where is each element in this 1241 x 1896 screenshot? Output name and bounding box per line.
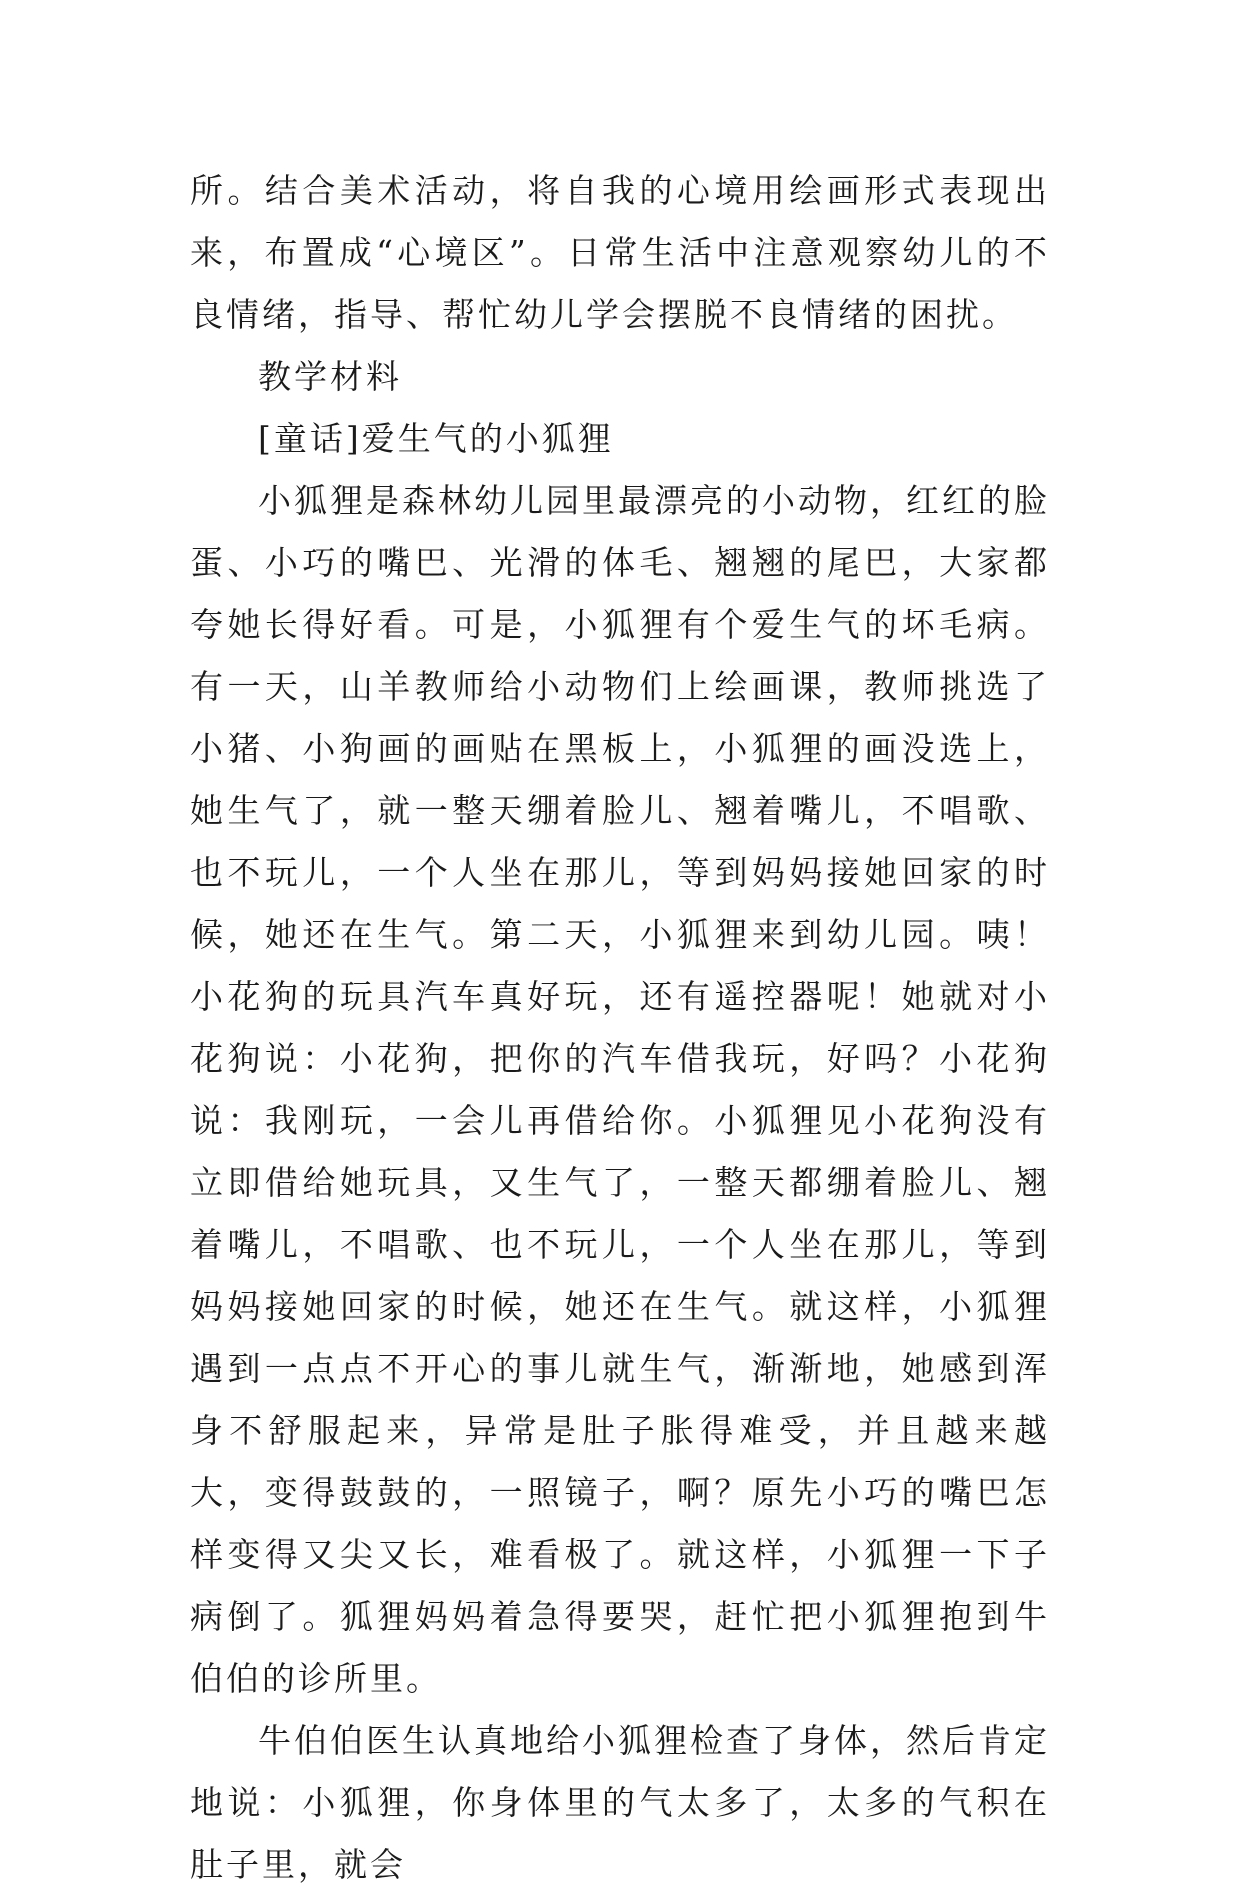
story-title: [童话]爱生气的小狐狸 [258, 419, 614, 458]
section-heading-teaching-materials: 教学材料 [258, 357, 402, 396]
story-paragraph-1: 小狐狸是森林幼儿园里最漂亮的小动物，红红的脸蛋、小巧的嘴巴、光滑的体毛、翘翘的尾巴，大家都夸她长得好看。可是，小狐狸有个爱生气的坏毛病。有一天，山羊教师给小动物们上绘画课，教师挑选了小猪、小狗画的画贴在黑板上，小狐狸的画没选上，她生气了，就一整天绷着脸儿、翘着嘴儿，不唱歌、也不玩儿，一个人坐在那儿，等到妈妈接她回家的时候，她还在生气。第二天，小狐狸来到幼儿园。咦！小花狗的玩具汽车真好玩，还有遥控器呢！她就对小花狗说：小花狗，把你的汽车借我玩，好吗？小花狗说：我刚玩，一会儿再借给你。小狐狸见小花狗没有立即借给她玩具，又生气了，一整天都绷着脸儿、翘着嘴儿，不唱歌、也不玩儿，一个人坐在那儿，等到妈妈接她回家的时候，她还在生气。就这样，小狐狸遇到一点点不开心的事儿就生气，渐渐地，她感到浑身不舒服起来，异常是肚子胀得难受，并且越来越大，变得鼓鼓的，一照镜子，啊？原先小巧的嘴巴怎样变得又尖又长，难看极了。就这样，小狐狸一下子病倒了。狐狸妈妈着急得要哭，赶忙把小狐狸抱到牛伯伯的诊所里。 [190, 481, 1050, 1698]
story-paragraph-2: 牛伯伯医生认真地给小狐狸检查了身体，然后肯定地说：小狐狸，你身体里的气太多了，太多的气积在肚子里，就会 [190, 1721, 1050, 1884]
paragraph-intro-continuation: 所。结合美术活动，将自我的心境用绘画形式表现出来，布置成“心境区”。日常生活中注意观察幼儿的不良情绪，指导、帮忙幼儿学会摆脱不良情绪的困扰。 [190, 171, 1050, 334]
document-page [190, 160, 1050, 1896]
